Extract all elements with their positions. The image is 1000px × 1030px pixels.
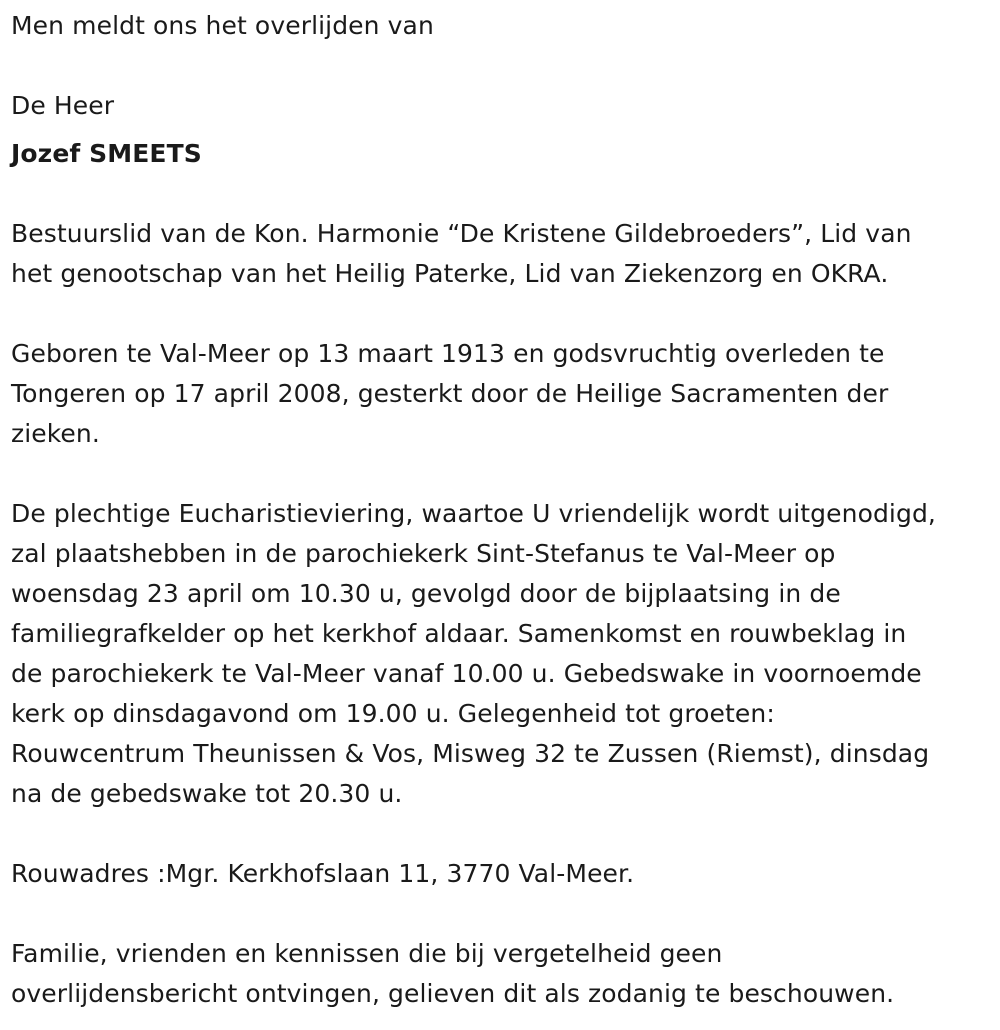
deceased-name: Jozef SMEETS <box>11 139 202 168</box>
mourning-address: Rouwadres :Mgr. Kerkhofslaan 11, 3770 Val-Meer. <box>11 859 635 888</box>
spacer <box>11 814 993 854</box>
ceremony-paragraph: De plechtige Eucharistieviering, waartoe U vriendelijk wordt uitgenodigd, zal plaatshebben in de parochiekerk Sint-Stefanus te Val-Meer op woensdag 23 april om 10.30 u, gevolgd door de bijplaatsing in de familiegrafkelder op het kerkhof aldaar. Samenkomst en rouwbeklag in de parochiekerk te Val-Meer vanaf 10.00 u. Gebedswake in voornoemde kerk op dinsdagavond om 19.00 u. Gelegenheid tot groeten: Rouwcentrum Theunissen & Vos, Misweg 32 te Zussen (Riemst), dinsdag na de gebedswake tot 20.30 u. <box>11 499 936 808</box>
spacer <box>11 126 993 134</box>
spacer <box>11 454 993 494</box>
birth-death-paragraph: Geboren te Val-Meer op 13 maart 1913 en godsvruchtig overleden te Tongeren op 17 april 2008, gesterkt door de Heilige Sacramenten der zieken. <box>11 339 889 448</box>
obituary-notice <box>11 6 993 1014</box>
intro-line: Men meldt ons het overlijden van <box>11 11 434 40</box>
spacer <box>11 294 993 334</box>
memberships-paragraph: Bestuurslid van de Kon. Harmonie “De Kristene Gildebroeders”, Lid van het genootschap van het Heilig Paterke, Lid van Ziekenzorg en OKRA. <box>11 219 912 288</box>
spacer <box>11 174 993 214</box>
honorific: De Heer <box>11 91 115 120</box>
spacer <box>11 894 993 934</box>
closing-paragraph: Familie, vrienden en kennissen die bij vergetelheid geen overlijdensbericht ontvingen, gelieven dit als zodanig te beschouwen. <box>11 939 895 1008</box>
spacer <box>11 46 993 86</box>
